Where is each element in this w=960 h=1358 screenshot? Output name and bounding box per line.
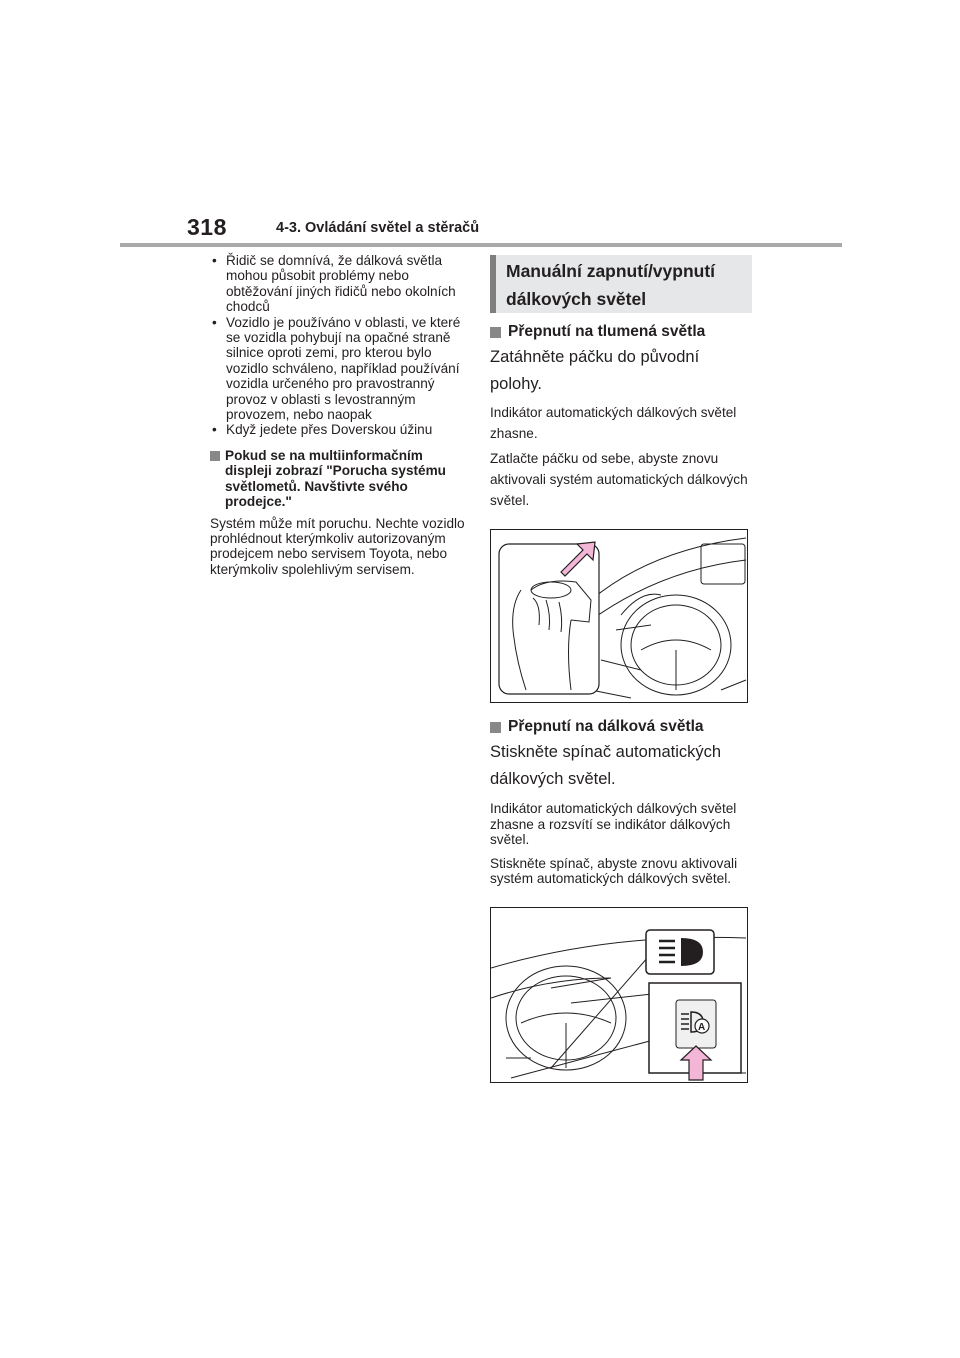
- left-column: [210, 253, 468, 577]
- lever-figure: [490, 529, 748, 703]
- switch-figure: [490, 907, 748, 1083]
- low-beam-instruction: Zatáhněte páčku do původní polohy.: [490, 348, 700, 393]
- steering-lever-illustration: [491, 530, 747, 702]
- high-beam-instruction: Stiskněte spínač automatických dálkových světel.: [490, 743, 722, 788]
- auto-badge: A: [698, 1021, 706, 1033]
- page-number: 318: [187, 214, 227, 240]
- high-beam-icon: [646, 930, 714, 974]
- section-heading-line-2: dálkových světel: [506, 289, 647, 309]
- warning-text: Systém může mít poruchu. Nechte vozidlo prohlédnout kterýmkoliv autorizovaným prodejcem nebo servisem Toyota, nebo kterýmkoliv spolehlivým servisem.: [210, 515, 465, 577]
- list-item: • Vozidlo je používáno v oblasti, ve které se vozidla pohybují na opačné straně silnice oproti zemi, pro kterou bylo vozidlo schváleno, například používání vozidla určeného pro pravostranný provoz v oblasti s levostranným provozem, nebo naopak: [212, 314, 461, 423]
- section-heading-line-1: Manuální zapnutí/vypnutí: [506, 261, 716, 281]
- warning-heading: Pokud se na multiinformačním displeji zobrazí "Porucha systému světlometů. Navštivte svého prodejce.": [210, 448, 468, 510]
- right-column: [490, 255, 752, 1083]
- high-beam-note-2: Stiskněte spínač, abyste znovu aktivovali systém automatických dálkových světel.: [490, 855, 738, 887]
- low-beam-heading: Přepnutí na tlumená světla: [490, 322, 752, 342]
- low-beam-note-2: Zatlačte páčku od sebe, abyste znovu aktivovali systém automatických dálkových světel.: [490, 451, 748, 508]
- section-heading-box: [490, 255, 752, 313]
- low-beam-note-1: Indikátor automatických dálkových světel zhasne.: [490, 405, 737, 441]
- high-beam-heading: Přepnutí na dálková světla: [490, 717, 752, 737]
- list-item: • Když jedete přes Doverskou úžinu: [212, 422, 433, 438]
- list-item: • Řidič se domnívá, že dálková světla mohou působit problémy nebo obtěžování jiných řidičů nebo okolních chodců: [212, 253, 456, 315]
- high-beam-note-1: Indikátor automatických dálkových světel zhasne a rozsvítí se indikátor dálkových světel.: [490, 801, 737, 848]
- section-title: 4-3. Ovládání světel a stěračů: [276, 220, 480, 236]
- header-divider: [120, 243, 842, 247]
